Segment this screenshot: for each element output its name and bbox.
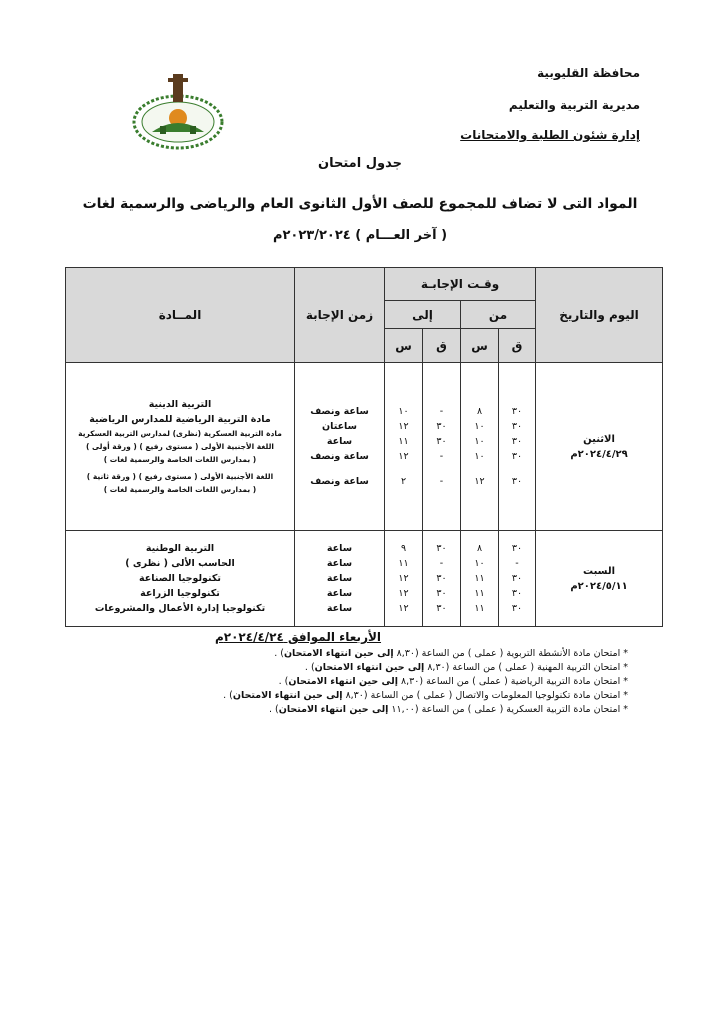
day-date: ٢٠٢٤/٥/١١م [570, 580, 628, 592]
col-answer-time-header: وقـت الإجابـة [385, 268, 536, 301]
cell-value: ١٢ [474, 476, 485, 487]
note-text: * امتحان التربية المهنية ( عملى ) من الساعة (٨,٣٠ [424, 662, 628, 673]
emblem-logo [128, 70, 228, 150]
cell-value: ٣٠ [436, 421, 447, 432]
to-hour-cell [385, 531, 423, 627]
day-name: السبت [583, 565, 616, 577]
subject-cell [66, 363, 295, 531]
cell-value: ٣٠ [511, 543, 523, 554]
to-min-cell [423, 531, 461, 627]
cell-value: ١١ [398, 436, 409, 447]
col-duration-header: زمن الإجابة [295, 268, 385, 363]
cell-value: ساعة [326, 558, 353, 569]
from-min-header: ق [499, 329, 536, 363]
cell-value: ٣٠ [511, 476, 523, 487]
from-min-cell [499, 363, 536, 531]
to-min-header: ق [423, 329, 461, 363]
from-hour-cell [461, 531, 499, 627]
subject-name: تكنولوجيا الصناعة [139, 573, 221, 584]
cell-value: ١١ [398, 558, 409, 569]
practical-exams-notes [108, 630, 628, 717]
cell-value: - [439, 476, 444, 487]
cell-value: ٣٠ [511, 436, 523, 447]
subject-name: اللغة الأجنبية الأولى ( مستوى رفيع ) ( ورقة أولى ) [86, 442, 274, 451]
governorate-label: محافظة القليوبية [537, 66, 640, 80]
note-text: * امتحان مادة التربية الرياضية ( عملى ) من الساعة (٨,٣٠ [397, 676, 628, 687]
list-item [108, 703, 628, 717]
subject-name: تكنولوجيا الزراعة [140, 588, 220, 599]
list-item [108, 675, 628, 689]
note-bold: إلى حين انتهاء الامتحان [278, 704, 389, 715]
note-bold: إلى حين انتهاء الامتحان [288, 676, 398, 687]
subject-name: التربية الدينية [148, 399, 212, 410]
cell-value: ١٢ [398, 588, 409, 599]
subject-name: ( بمدارس اللغات الخاصة والرسمية لغات ) [103, 485, 257, 494]
list-item [108, 689, 628, 703]
cell-value: ٨ [476, 406, 483, 417]
subject-name: الحاسب الألى ( نظرى ) [125, 558, 235, 569]
to-hour-header: س [385, 329, 423, 363]
cell-value: ساعة ونصف [310, 451, 369, 462]
cell-value: ساعة ونصف [310, 476, 369, 487]
cell-value: ساعة [326, 543, 353, 554]
table-row [66, 363, 663, 531]
cell-value: ١٢ [398, 573, 409, 584]
cell-value: ٣٠ [511, 406, 523, 417]
cell-value: ساعة ونصف [310, 406, 369, 417]
cell-value: ١٢ [398, 603, 409, 614]
list-item [108, 661, 628, 675]
cell-value: ١١ [474, 573, 485, 584]
cell-value: ١١ [474, 603, 485, 614]
exam-schedule-table [65, 267, 663, 627]
table-row [66, 531, 663, 627]
cell-value: ساعة [326, 603, 353, 614]
cell-value: ٣٠ [511, 603, 523, 614]
cell-value: ٣٠ [436, 543, 447, 554]
cell-value: ٢ [400, 476, 407, 487]
page-title: جدول امتحان [318, 156, 402, 171]
note-bold: إلى حين انتهاء الامتحان [232, 690, 343, 701]
subject-name: التربية الوطنية [145, 543, 215, 554]
cell-value: ١٠ [474, 451, 485, 462]
subject-cell [66, 531, 295, 627]
notes-heading: الأربعاء الموافق ٢٠٢٤/٤/٢٤م [214, 630, 382, 644]
col-day-header: اليوم والتاريخ [536, 268, 663, 363]
duration-cell [295, 363, 385, 531]
to-min-cell [423, 363, 461, 531]
from-min-cell [499, 531, 536, 627]
cell-value: ٣٠ [511, 421, 523, 432]
cell-value: ١٢ [398, 451, 409, 462]
list-item [108, 647, 628, 661]
cell-value: ٨ [476, 543, 483, 554]
note-text: * امتحان مادة الأنشطة التربوية ( عملى ) من الساعة (٨,٣٠ [393, 648, 628, 659]
day-cell [536, 363, 663, 531]
subject-name: تكنولوجيا إدارة الأعمال والمشروعات [94, 603, 266, 614]
cell-value: ساعة [326, 436, 353, 447]
day-date: ٢٠٢٤/٤/٢٩م [570, 448, 628, 460]
note-bold: إلى حين انتهاء الامتحان [283, 648, 394, 659]
cell-value: ١٠ [474, 421, 485, 432]
cell-value: ٣٠ [436, 603, 447, 614]
cell-value: ٣٠ [436, 436, 447, 447]
cell-value: ساعتان [322, 421, 357, 432]
note-bold: إلى حين انتهاء الامتحان [314, 662, 425, 673]
cell-value: ١١ [474, 588, 485, 599]
cell-value: ساعة [326, 573, 353, 584]
cell-value: ١٢ [398, 421, 409, 432]
duration-cell [295, 531, 385, 627]
note-end: ) . [304, 662, 315, 673]
page-subtitle: المواد التى لا تضاف للمجموع للصف الأول الثانوى العام والرياضى والرسمية لغات [82, 196, 638, 212]
subject-name: اللغة الأجنبية الأولى ( مستوى رفيع ) ( ورقة ثانية ) [86, 472, 274, 481]
subject-name: ( بمدارس اللغات الخاصة والرسمية لغات ) [103, 455, 257, 464]
cell-value: - [439, 406, 444, 417]
day-cell [536, 531, 663, 627]
col-subject-header: المــادة [66, 268, 295, 363]
cell-value: ١٠ [474, 436, 485, 447]
from-hour-header: س [461, 329, 499, 363]
cell-value: ٣٠ [436, 588, 447, 599]
note-end: ) . [274, 648, 284, 659]
cell-value: ١٠ [474, 558, 485, 569]
note-text: * امتحان مادة التربية العسكرية ( عملى ) من الساعة (١١,٠٠ [388, 704, 628, 715]
cell-value: ٣٠ [511, 588, 523, 599]
note-text: * امتحان مادة تكنولوجيا المعلومات والاتصال ( عملى ) من الساعة (٨,٣٠ [342, 690, 628, 701]
cell-value: - [439, 558, 444, 569]
cell-value: ٣٠ [511, 573, 523, 584]
cell-value: ١٠ [398, 406, 409, 417]
day-name: الاثنين [583, 433, 615, 445]
cell-value: ساعة [326, 588, 353, 599]
term-label: ( آخر العـــام ) ٢٠٢٣/٢٠٢٤م [272, 228, 448, 243]
cell-value: ٣٠ [436, 573, 447, 584]
note-end: ) . [269, 704, 279, 715]
cell-value: - [439, 451, 444, 462]
department-label: إدارة شئون الطلبة والامتحانات [460, 128, 640, 142]
cell-value: - [515, 558, 519, 569]
to-hour-cell [385, 363, 423, 531]
note-end: ) . [223, 690, 233, 701]
cell-value: ٩ [400, 543, 407, 554]
from-hour-cell [461, 363, 499, 531]
subject-name: مادة التربية الرياضية للمدارس الرياضية [89, 414, 271, 425]
col-from-header: من [461, 301, 536, 329]
col-to-header: إلى [385, 301, 461, 329]
directorate-label: مديرية التربية والتعليم [508, 98, 640, 112]
note-end: ) . [278, 676, 289, 687]
cell-value: ٣٠ [511, 451, 523, 462]
subject-name: مادة التربية العسكرية (نظرى) لمدارس التربية العسكرية [78, 429, 282, 438]
